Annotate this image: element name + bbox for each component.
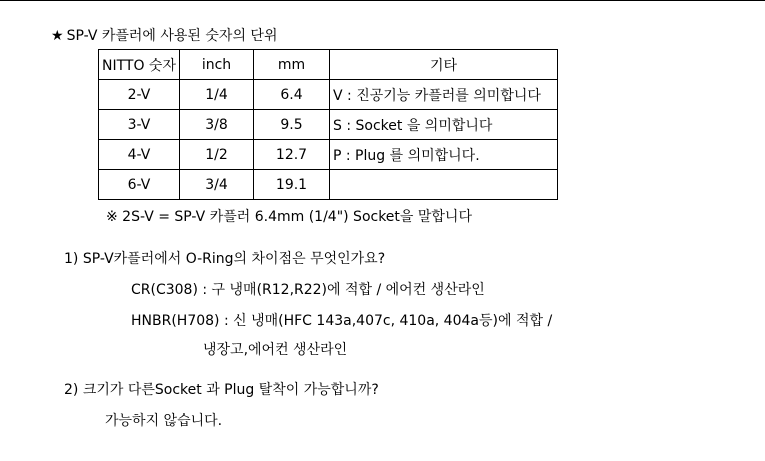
cell-etc: P : Plug 를 의미합니다. [330,140,558,170]
cell-inch: 1/4 [180,80,254,110]
header-etc: 기타 [330,50,558,80]
cell-etc [330,170,558,200]
cell-mm: 9.5 [254,110,330,140]
cell-etc: S : Socket 을 의미합니다 [330,110,558,140]
cell-inch: 1/2 [180,140,254,170]
answer-1-line-1: CR(C308) : 구 냉매(R12,R22)에 적합 / 에어컨 생산라인 [131,282,485,298]
answer-1-line-3: 냉장고,에어컨 생산라인 [203,342,348,358]
question-1: 1) SP-V카플러에서 O-Ring의 차이점은 무엇인가요? [64,251,386,267]
header-nitto: NITTO 숫자 [99,50,180,80]
footnote: ※ 2S-V = SP-V 카플러 6.4mm (1/4") Socket을 말합니다 [106,209,472,225]
table-header-row [99,50,558,80]
cell-nitto: 4-V [99,140,180,170]
cell-nitto: 6-V [99,170,180,200]
cell-mm: 6.4 [254,80,330,110]
cell-inch: 3/8 [180,110,254,140]
table-row [99,170,558,200]
table-row [99,140,558,170]
section-heading [51,27,277,45]
cell-nitto: 2-V [99,80,180,110]
units-table [98,49,558,200]
cell-mm: 12.7 [254,140,330,170]
table-row [99,110,558,140]
answer-1-line-2: HNBR(H708) : 신 냉매(HFC 143a,407c, 410a, 404a등)에 적합 / [131,313,553,329]
question-2: 2) 크기가 다른Socket 과 Plug 탈착이 가능합니까? [64,382,379,398]
answer-2: 가능하지 않습니다. [105,413,223,429]
header-mm: mm [254,50,330,80]
star-icon: ★ [51,28,64,44]
heading-text: SP-V 카플러에 사용된 숫자의 단위 [66,28,278,44]
cell-nitto: 3-V [99,110,180,140]
table-row [99,80,558,110]
cell-inch: 3/4 [180,170,254,200]
cell-etc: V : 진공기능 카플러를 의미합니다 [330,80,558,110]
cell-mm: 19.1 [254,170,330,200]
top-border [0,0,765,1]
header-inch: inch [180,50,254,80]
